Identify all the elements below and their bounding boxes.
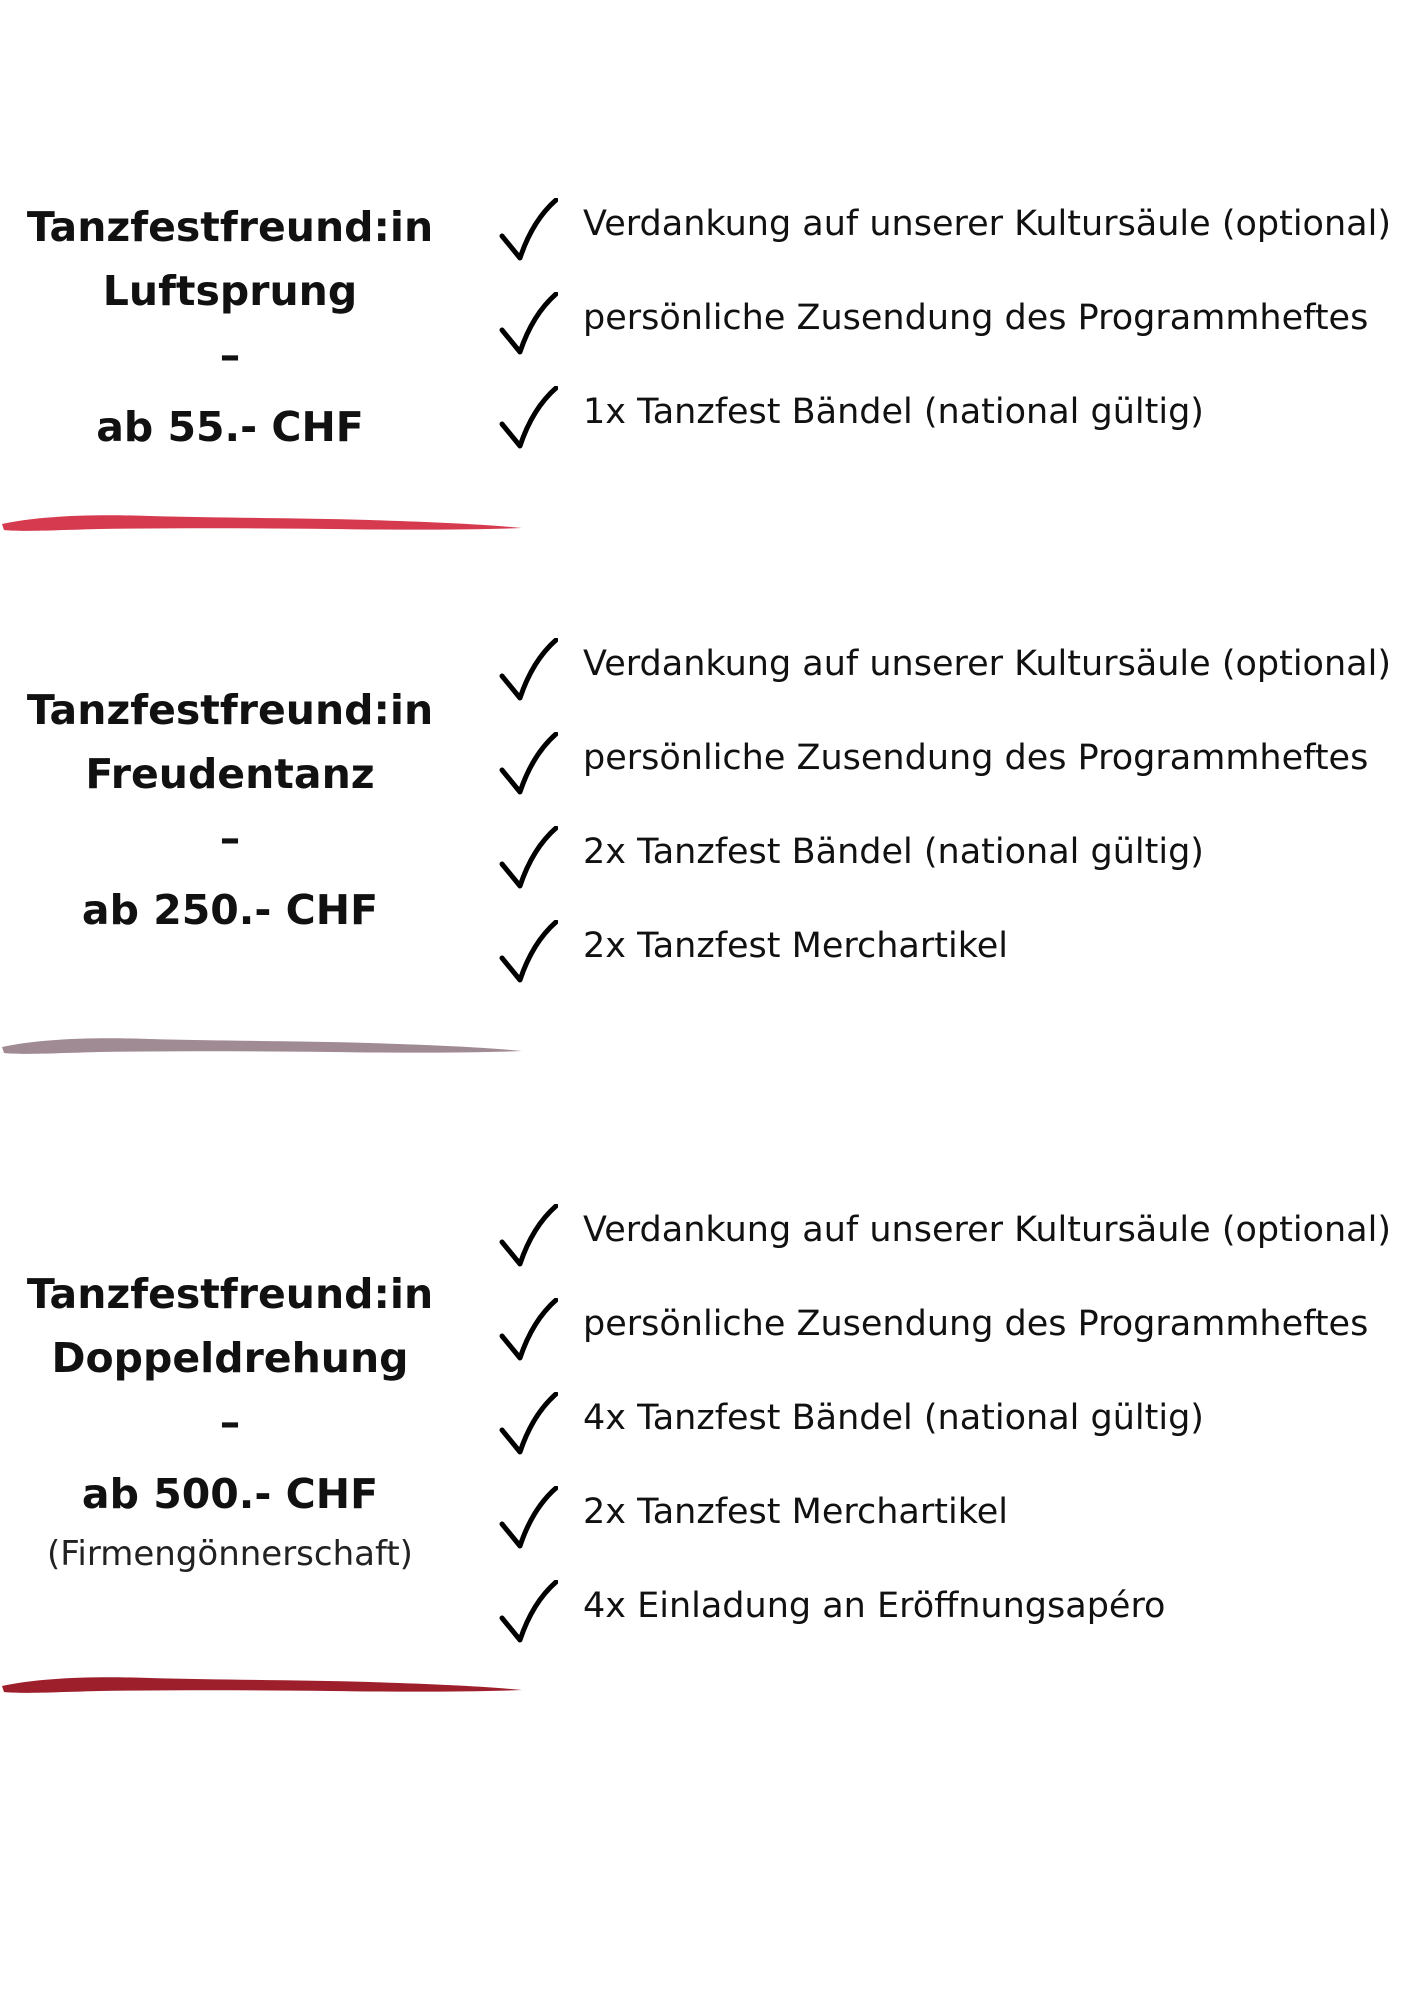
benefit-text: 4x Einladung an Eröffnungsapéro [583, 1586, 1166, 1626]
checkmark-icon [498, 1204, 558, 1270]
checkmark-icon [498, 386, 558, 452]
checkmark-icon [498, 198, 558, 264]
tier-dash: – [219, 814, 241, 862]
checkmark-icon [498, 920, 558, 986]
benefit-text: 2x Tanzfest Merchartikel [583, 1492, 1008, 1532]
brush-stroke [2, 515, 522, 531]
checkmark-icon [498, 732, 558, 798]
benefit-text: Verdankung auf unserer Kultursäule (optional) [583, 204, 1391, 244]
tier-title-line2: Doppeldrehung [51, 1334, 409, 1382]
tier-title-line2: Luftsprung [102, 267, 358, 315]
tier-title-line2: Freudentanz [85, 750, 375, 798]
tier-title-line1: Tanzfestfreund:in [26, 1270, 434, 1318]
benefit-text: Verdankung auf unserer Kultursäule (optional) [583, 1210, 1391, 1250]
tier-title-line1: Tanzfestfreund:in [26, 203, 434, 251]
tier-title-line1: Tanzfestfreund:in [26, 686, 434, 734]
brush-stroke [2, 1677, 522, 1693]
tier-dash: – [219, 1398, 241, 1446]
checkmark-icon [498, 638, 558, 704]
tier-price: ab 250.- CHF [81, 886, 379, 934]
checkmark-icon [498, 1392, 558, 1458]
benefit-text: 2x Tanzfest Bändel (national gültig) [583, 832, 1204, 872]
benefit-text: persönliche Zusendung des Programmheftes [583, 1304, 1369, 1344]
benefit-text: persönliche Zusendung des Programmheftes [583, 298, 1369, 338]
tier-note: (Firmengönnerschaft) [47, 1534, 413, 1574]
tier-heading [0, 1262, 460, 1582]
brush-stroke [2, 1038, 522, 1054]
tier-heading [0, 678, 460, 942]
tier-price: ab 55.- CHF [96, 403, 364, 451]
checkmark-icon [498, 292, 558, 358]
benefit-text: persönliche Zusendung des Programmheftes [583, 738, 1369, 778]
benefit-text: 4x Tanzfest Bändel (national gültig) [583, 1398, 1204, 1438]
brush-divider [0, 1033, 525, 1063]
benefit-text: Verdankung auf unserer Kultursäule (optional) [583, 644, 1391, 684]
brush-divider [0, 1672, 525, 1702]
checkmark-icon [498, 1580, 558, 1646]
tier-dash: – [219, 331, 241, 379]
checkmark-icon [498, 826, 558, 892]
checkmark-icon [498, 1486, 558, 1552]
tier-price: ab 500.- CHF [81, 1470, 379, 1518]
brush-divider [0, 510, 525, 540]
checkmark-icon [498, 1298, 558, 1364]
tier-heading [0, 195, 460, 459]
benefit-text: 1x Tanzfest Bändel (national gültig) [583, 392, 1204, 432]
benefit-text: 2x Tanzfest Merchartikel [583, 926, 1008, 966]
